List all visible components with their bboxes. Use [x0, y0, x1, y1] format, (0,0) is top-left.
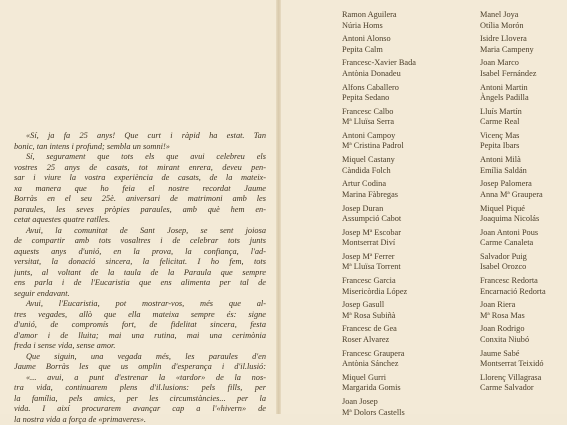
text-line: d'amor i de lluita; mai una rutina, mai una cerimònia	[14, 330, 266, 340]
wife-name: Àngels Padilla	[480, 93, 529, 103]
husband-name: Joan Marco	[480, 58, 519, 68]
husband-name: Alfons Caballero	[342, 82, 399, 92]
husband-name: Josep Mª Ferrer	[342, 251, 395, 261]
wife-name: Isabel Fernández	[480, 68, 537, 78]
couple-entry	[480, 34, 546, 55]
wife-name: Otília Morón	[480, 20, 524, 30]
couple-entry	[342, 204, 416, 225]
wife-name: Marina Fàbregas	[342, 189, 398, 199]
husband-name: Llorenç Villagrasa	[480, 372, 542, 382]
wife-name: Mª Rosa Subiñà	[342, 310, 396, 320]
husband-name: Francesc Redorta	[480, 276, 538, 286]
couple-entry	[480, 349, 546, 370]
wife-name: Carme Canaleta	[480, 238, 534, 248]
husband-name: Antoni Campoy	[342, 130, 396, 140]
text-line: junts, al voltant de la taula de la Paraula que sempre	[14, 267, 266, 277]
text-line: «Sí, ja fa 25 anys! Que curt i ràpid ha estat. Tan	[26, 131, 266, 140]
couple-entry	[342, 58, 416, 79]
text-line: vida. I així procurarem avançar cap a l'«hivern» de	[14, 404, 266, 414]
husband-name: Joan Riera	[480, 300, 516, 310]
couple-entry	[480, 324, 546, 345]
text-line: cetat aquestes quatre ratlles.	[14, 215, 111, 225]
couple-entry	[480, 179, 546, 200]
husband-name: Ramon Aguilera	[342, 10, 397, 19]
couple-entry	[480, 155, 546, 176]
wife-name: Roser Alvarez	[342, 334, 390, 344]
text-line: paraules, les seves pròpies paraules, amb què hem en-	[14, 204, 266, 214]
wife-name: Montserrat Teixidó	[480, 359, 544, 369]
couple-entry	[342, 276, 416, 297]
couple-entry	[480, 373, 546, 394]
husband-name: Antoni Milà	[480, 155, 521, 165]
wife-name: Joaquima Nicolás	[480, 214, 540, 223]
couple-entry	[342, 83, 416, 104]
couple-entry	[342, 179, 416, 200]
husband-name: Josep Gasull	[342, 300, 385, 310]
text-line: d'unió, de compromís fort, de fidelitat sincera, festa	[14, 320, 266, 330]
husband-name: Francesc Calbo	[342, 106, 394, 116]
husband-name: Vicenç Mas	[480, 130, 520, 140]
text-line: de compartir amb tots vosaltres i de celebrar tots junts	[14, 236, 266, 246]
couple-entry	[342, 107, 416, 128]
husband-name: Miquel Gurri	[342, 372, 387, 382]
wife-name: Misericòrdia López	[342, 286, 408, 296]
husband-name: Antoni Alonso	[342, 34, 391, 44]
husband-name: Joan Josep	[342, 397, 378, 406]
husband-name: Francesc Graupera	[342, 348, 405, 358]
wife-name: Emília Saldán	[480, 165, 527, 175]
husband-name: Isidre Llovera	[480, 34, 527, 44]
husband-name: Josep Palomera	[480, 179, 532, 189]
wife-name: Antònia Sánchez	[342, 359, 399, 369]
wife-name: Mª Lluïsa Torrent	[342, 262, 401, 272]
text-line: Que siguin, una vegada més, les paraules d'en	[26, 351, 266, 361]
couple-entry	[342, 349, 416, 370]
anniversary-text	[14, 131, 266, 425]
couple-entry	[480, 300, 546, 321]
wife-name: Antònia Donadeu	[342, 68, 401, 78]
husband-name: Jaume Sabé	[480, 348, 520, 358]
couple-entry	[480, 131, 546, 152]
text-line: Avui, l'Eucaristia, pot mostrar-vos, més que al-	[26, 299, 266, 309]
husband-name: Francesc Garcia	[342, 276, 396, 286]
couple-entry	[480, 252, 546, 273]
text-line: versitat, la donació sincera, la felicitat. I ho fem, tots	[14, 257, 266, 267]
wife-name: Càndida Folch	[342, 165, 391, 175]
couple-entry	[342, 155, 416, 176]
couple-entry	[480, 10, 546, 31]
text-line: Jaume Borràs les que us omplin d'esperança i d'il.lusió:	[14, 362, 266, 372]
couple-entry	[480, 228, 546, 249]
text-line: «... avui, a punt d'estrenar la «tardor» de la nos-	[26, 372, 266, 382]
text-line: Avui, la comunitat de Sant Josep, se sent joiosa	[26, 225, 266, 235]
couple-entry	[342, 324, 416, 345]
wife-name: Pepita Calm	[342, 44, 383, 54]
couple-entry	[342, 397, 416, 418]
husband-name: Josep Mª Escobar	[342, 227, 401, 237]
wife-name: Maria Campeny	[480, 44, 534, 54]
wife-name: Mª Lluïsa Serra	[342, 117, 395, 127]
couple-entry	[342, 228, 416, 249]
page-fold	[276, 0, 281, 414]
wife-name: Assumpció Cabot	[342, 214, 402, 223]
wife-name: Montserrat Diví	[342, 238, 396, 248]
text-line: seguir endavant.	[14, 288, 70, 298]
wife-name: Anna Mª Graupera	[480, 189, 543, 199]
husband-name: Miquel Piqué	[480, 203, 525, 213]
husband-name: Salvador Puig	[480, 251, 527, 261]
couple-entry	[342, 373, 416, 394]
couple-entry	[342, 34, 416, 55]
text-line: freda i sense vida, sense amor.	[14, 341, 116, 351]
text-line: la família, pels amics, per les circumstàncies... per la	[14, 393, 266, 403]
couple-entry	[342, 10, 416, 31]
husband-name: Joan Rodrigo	[480, 324, 525, 334]
text-line: bonic, tan intens i profund; sembla un somni!»	[14, 141, 170, 151]
text-line: tres vegades, allò que ella mateixa sempre és: signe	[14, 309, 266, 319]
husband-name: Josep Duran	[342, 203, 384, 213]
couple-entry	[480, 58, 546, 79]
text-line: xa manera que ho feia el nostre recordat Jaume	[14, 183, 266, 193]
couple-entry	[480, 276, 546, 297]
wife-name: Conxita Niubó	[480, 334, 530, 344]
husband-name: Antoni Martin	[480, 82, 528, 92]
text-line: vostres 25 anys de casats, tot mirant enrera, deveu pen-	[14, 162, 266, 172]
wife-name: Margarida Gomis	[342, 383, 401, 393]
wife-name: Encarnació Redorta	[480, 286, 546, 296]
wife-name: Núria Homs	[342, 20, 383, 30]
husband-name: Francesc-Xavier Bada	[342, 58, 416, 68]
wife-name: Mª Rosa Mas	[480, 310, 525, 320]
couples-column-2	[480, 10, 546, 397]
wife-name: Pepita Ibars	[480, 141, 520, 151]
text-line: Borràs en el seu 25è. aniversari de matrimoni amb les	[14, 194, 266, 204]
husband-name: Joan Antoni Pous	[480, 227, 539, 237]
couple-entry	[342, 300, 416, 321]
husband-name: Lluís Martín	[480, 106, 522, 116]
couple-entry	[480, 83, 546, 104]
text-line: ens parla i de l'Eucaristia que ens alimenta per tal de	[14, 278, 266, 288]
husband-name: Manel Joya	[480, 10, 519, 19]
text-line: Sí, segurament que tots els que avui celebreu els	[26, 152, 266, 162]
wife-name: Isabel Orozco	[480, 262, 527, 272]
text-line: tra vida, continuarem plens d'il.lusions: pels fills, per	[14, 383, 266, 393]
text-line: la nostra vida a força de «primaveres».	[14, 414, 147, 424]
husband-name: Francesc de Gea	[342, 324, 397, 334]
text-line: sar i viure la vostra experiència de casats, de la mateix-	[14, 173, 266, 183]
wife-name: Pepita Sedano	[342, 93, 390, 103]
couples-column-1	[342, 10, 416, 421]
couple-entry	[342, 131, 416, 152]
text-line: aquests anys d'unió, en la prova, la confiança, l'ad-	[14, 246, 266, 256]
wife-name: Mª Cristina Padrol	[342, 141, 404, 151]
wife-name: Carme Real	[480, 117, 520, 127]
couple-entry	[480, 107, 546, 128]
wife-name: Mª Dolors Castells	[342, 407, 405, 417]
husband-name: Artur Codina	[342, 179, 387, 189]
husband-name: Miquel Castany	[342, 155, 395, 165]
couple-entry	[342, 252, 416, 273]
wife-name: Carme Salvador	[480, 383, 534, 393]
couple-entry	[480, 204, 546, 225]
